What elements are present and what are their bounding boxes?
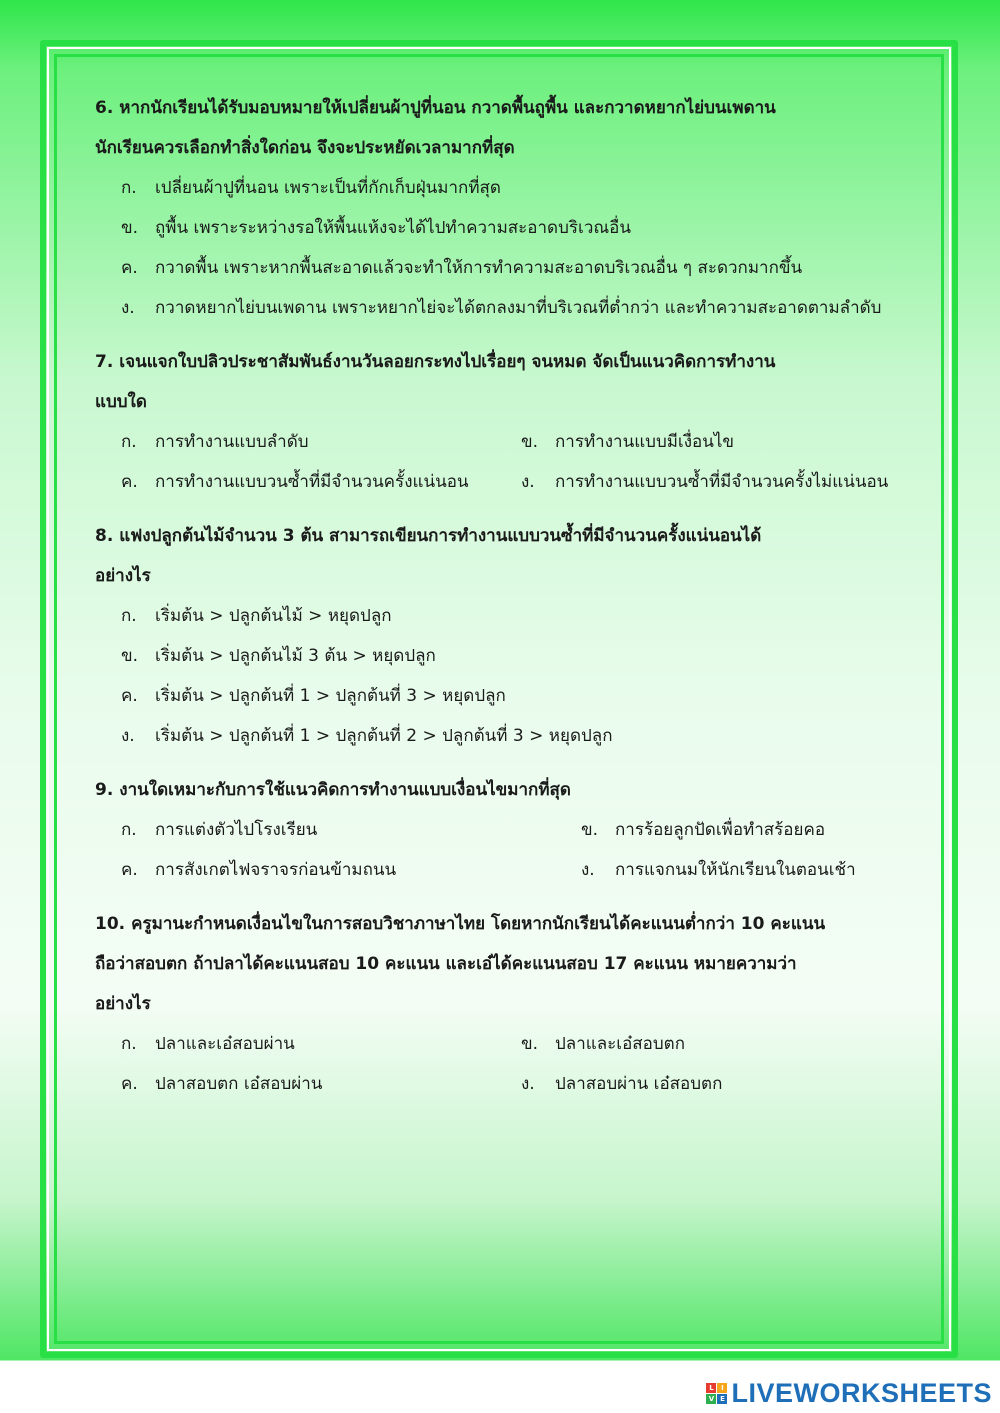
option-a[interactable]: ก. เริ่มต้น > ปลูกต้นไม้ > หยุดปลูก <box>121 606 392 626</box>
options-list <box>95 596 915 756</box>
option-d[interactable]: ง. การแจกนมให้นักเรียนในตอนเช้า <box>581 860 856 880</box>
question-text: 9. งานใดเหมาะกับการใช้แนวคิดการทำงานแบบเงื่อนไขมากที่สุด <box>95 780 571 800</box>
logo-letter: E <box>717 1394 727 1404</box>
option-c[interactable]: ค. กวาดพื้น เพราะหากพื้นสะอาดแล้วจะทำให้การทำความสะอาดบริเวณอื่น ๆ สะดวกมากขึ้น <box>121 258 803 278</box>
option-c[interactable]: ค. การสังเกตไฟจราจรก่อนข้ามถนน <box>121 860 397 880</box>
option-b[interactable]: ข. ปลาและเอ๋สอบตก <box>521 1034 685 1054</box>
question-text-line: อย่างไร <box>95 566 151 586</box>
options-grid <box>95 1024 915 1104</box>
question-text-line: อย่างไร <box>95 994 151 1014</box>
question-text: 6. หากนักเรียนได้รับมอบหมายให้เปลี่ยนผ้าปูที่นอน กวาดพื้นถูพื้น และกวาดหยากไย่บนเพดาน <box>95 98 776 118</box>
question-text-line: นักเรียนควรเลือกทำสิ่งใดก่อน จึงจะประหยัดเวลามากที่สุด <box>95 138 515 158</box>
question-number: 6. <box>95 98 114 118</box>
option-d[interactable]: ง. การทำงานแบบวนซ้ำที่มีจำนวนครั้งไม่แน่นอน <box>521 472 889 492</box>
question-text: 7. เจนแจกใบปลิวประชาสัมพันธ์งานวันลอยกระทงไปเรื่อยๆ จนหมด จัดเป็นแนวคิดการทำงาน <box>95 352 776 372</box>
question-number: 9. <box>95 780 114 800</box>
question-text-line: ถือว่าสอบตก ถ้าปลาได้คะแนนสอบ 10 คะแนน และเอ๋ได้คะแนนสอบ 17 คะแนน หมายความว่า <box>95 954 797 974</box>
option-b[interactable]: ข. ถูพื้น เพราะระหว่างรอให้พื้นแห้งจะได้ไปทำความสะอาดบริเวณอื่น <box>121 218 631 238</box>
option-b[interactable]: ข. การทำงานแบบมีเงื่อนไข <box>521 432 735 452</box>
worksheet-content <box>95 88 915 1118</box>
question-10 <box>95 904 915 1104</box>
option-c[interactable]: ค. การทำงานแบบวนซ้ำที่มีจำนวนครั้งแน่นอน <box>121 472 469 492</box>
question-number: 8. <box>95 526 114 546</box>
question-7 <box>95 342 915 502</box>
option-a[interactable]: ก. การแต่งตัวไปโรงเรียน <box>121 820 318 840</box>
question-text-line: แบบใด <box>95 392 147 412</box>
liveworksheets-logo-icon <box>706 1383 727 1404</box>
option-c[interactable]: ค. เริ่มต้น > ปลูกต้นที่ 1 > ปลูกต้นที่ 3 > หยุดปลูก <box>121 686 506 706</box>
option-b[interactable]: ข. การร้อยลูกปัดเพื่อทำสร้อยคอ <box>581 820 826 840</box>
option-c[interactable]: ค. ปลาสอบตก เอ๋สอบผ่าน <box>121 1074 323 1094</box>
logo-letter: I <box>717 1383 727 1393</box>
options-list <box>95 168 915 328</box>
question-8 <box>95 516 915 756</box>
question-text: 10. ครูมานะกำหนดเงื่อนไขในการสอบวิชาภาษาไทย โดยหากนักเรียนได้คะแนนต่ำกว่า 10 คะแนน <box>95 914 826 934</box>
question-6 <box>95 88 915 328</box>
logo-letter: V <box>706 1394 716 1404</box>
question-number: 10. <box>95 914 126 934</box>
option-d[interactable]: ง. เริ่มต้น > ปลูกต้นที่ 1 > ปลูกต้นที่ 2 > ปลูกต้นที่ 3 > หยุดปลูก <box>121 726 613 746</box>
option-d[interactable]: ง. ปลาสอบผ่าน เอ๋สอบตก <box>521 1074 723 1094</box>
option-a[interactable]: ก. เปลี่ยนผ้าปูที่นอน เพราะเป็นที่กักเก็บฝุ่นมากที่สุด <box>121 178 501 198</box>
question-9 <box>95 770 915 890</box>
liveworksheets-brand[interactable] <box>706 1378 992 1409</box>
question-number: 7. <box>95 352 114 372</box>
option-a[interactable]: ก. ปลาและเอ๋สอบผ่าน <box>121 1034 295 1054</box>
logo-letter: L <box>706 1383 716 1393</box>
option-b[interactable]: ข. เริ่มต้น > ปลูกต้นไม้ 3 ต้น > หยุดปลูก <box>121 646 436 666</box>
question-text: 8. แฟงปลูกต้นไม้จำนวน 3 ต้น สามารถเขียนการทำงานแบบวนซ้ำที่มีจำนวนครั้งแน่นอนได้ <box>95 526 762 546</box>
options-grid <box>95 810 915 890</box>
option-d[interactable]: ง. กวาดหยากไย่บนเพดาน เพราะหยากไย่จะได้ตกลงมาที่บริเวณที่ต่ำกว่า และทำความสะอาดตามลำดับ <box>121 298 882 318</box>
option-a[interactable]: ก. การทำงานแบบลำดับ <box>121 432 309 452</box>
brand-name: LIVEWORKSHEETS <box>731 1378 992 1408</box>
options-grid <box>95 422 915 502</box>
